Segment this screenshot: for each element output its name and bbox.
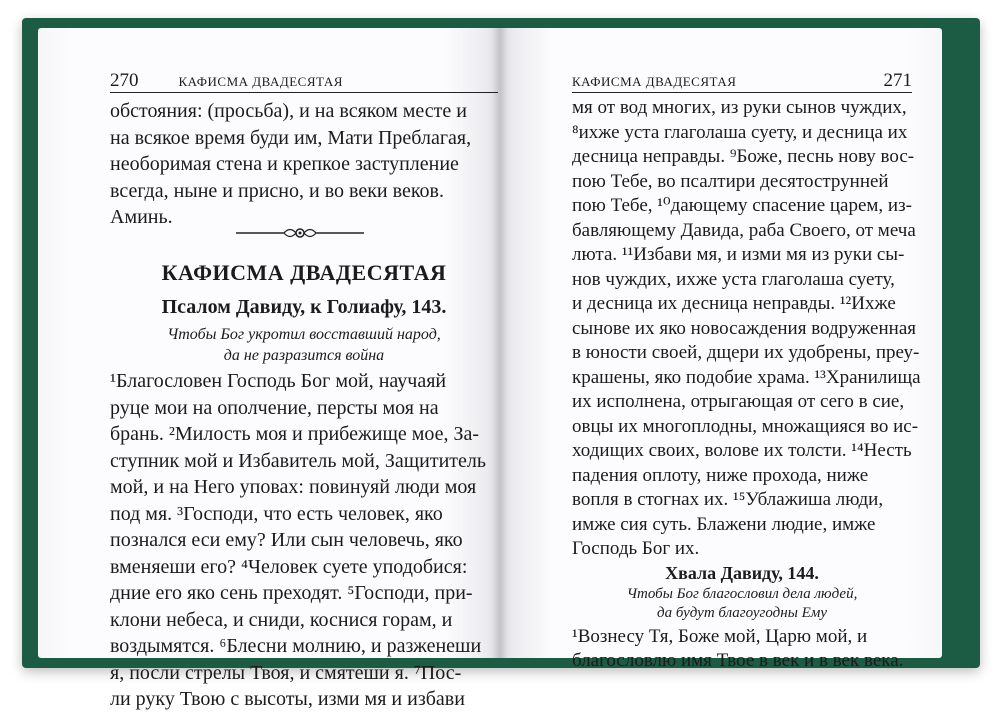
text-line: пою Тебе, ¹⁰дающему спасение царем, из- bbox=[572, 195, 912, 216]
psalm-heading-143: Псалом Давиду, к Голиафу, 143. bbox=[161, 296, 447, 318]
text-line: крашены, яко подобие храма. ¹³Хранилища bbox=[572, 366, 921, 388]
text-line: Аминь. bbox=[110, 206, 173, 228]
text-line: клони небеса, и сниди, коснися горам, и bbox=[110, 608, 453, 631]
text-line: ⁸ихже уста глаголаша суету, и десница их bbox=[572, 121, 908, 143]
subtitle-line: Чтобы Бог благословил дела людей, bbox=[626, 586, 858, 602]
psalm-143-text bbox=[110, 368, 498, 713]
text-line: на всякое время буди им, Мати Преблагая, bbox=[110, 126, 472, 149]
running-head-right bbox=[572, 68, 912, 93]
text-line: и десница их десница неправды. ¹²Ихже bbox=[572, 293, 896, 314]
text-line: под мя. ³Господи, что есть человек, яко bbox=[110, 502, 443, 525]
text-line: ходищих своих, волове их толсти. ¹⁴Несть bbox=[572, 440, 912, 461]
text-line: дние его яко сень преходят. ⁵Господи, при- bbox=[110, 582, 473, 604]
text-line: вопля в стогнах их. ¹⁵Ублажиша люди, bbox=[572, 489, 884, 510]
left-page bbox=[38, 28, 500, 710]
psalm-144-text bbox=[572, 625, 912, 673]
text-line: сынове их яко новосаждения водруженная bbox=[572, 317, 916, 339]
page-number-right: 271 bbox=[883, 70, 912, 91]
text-line: обстояния: (просьба), и на всяком месте и bbox=[110, 100, 467, 122]
text-line: Господь Бог их. bbox=[572, 538, 700, 559]
psalm-heading-144: Хвала Давиду, 144. bbox=[665, 563, 819, 583]
text-line: вменяеши его? ⁴Человек суете уподобися: bbox=[110, 555, 468, 578]
text-line: необоримая стена и крепкое заступление bbox=[110, 153, 459, 175]
text-line: всегда, ныне и присно, и во веки веков. bbox=[110, 179, 444, 202]
running-title-right: КАФИСМА ДВАДЕСЯТАЯ bbox=[572, 74, 737, 89]
text-line: воздымятся. ⁶Блесни молнию, и разженеши bbox=[110, 635, 482, 657]
text-line: в юности своей, дщери их удобрены, преу- bbox=[572, 342, 920, 363]
text-line: руце мои на ополчение, персты моя на bbox=[110, 396, 439, 419]
running-head-left bbox=[110, 68, 498, 93]
subtitle-line: Чтобы Бог укротил восставший народ, bbox=[167, 326, 441, 343]
text-line: благословлю имя Твое в век и в век века. bbox=[572, 650, 904, 671]
text-line: познался еси ему? Или сын человечь, яко bbox=[110, 529, 463, 551]
opening-paragraph bbox=[110, 98, 498, 231]
psalm-subtitle-144 bbox=[572, 585, 912, 623]
text-line: мя от вод многих, из руки сынов чуждих, bbox=[572, 97, 907, 118]
text-line: падения оплоту, ниже прохода, ниже bbox=[572, 464, 869, 486]
text-line: десница неправды. ⁹Боже, песнь нову вос- bbox=[572, 146, 915, 167]
text-line: имже сия суть. Блажени людие, имже bbox=[572, 513, 876, 535]
text-line: ¹Вознесу Тя, Боже мой, Царю мой, и bbox=[572, 626, 868, 647]
divider-ornament bbox=[236, 223, 364, 243]
psalm-subtitle-143 bbox=[110, 324, 498, 366]
text-line: их исполнена, отрыгающая от сего в сие, bbox=[572, 391, 905, 412]
psalm-143-continued bbox=[572, 96, 921, 562]
running-title-left: КАФИСМА ДВАДЕСЯТАЯ bbox=[178, 74, 343, 89]
section-heading: КАФИСМА ДВАДЕСЯТАЯ bbox=[161, 260, 447, 285]
text-line: ¹Благословен Господь Бог мой, научаяй bbox=[110, 370, 447, 392]
text-line: ли руку Твою с высоты, изми мя и избави bbox=[110, 688, 465, 710]
text-line: пою Тебе, во псалтири десятострунней bbox=[572, 170, 889, 192]
text-line: брань. ²Милость моя и прибежище мое, За- bbox=[110, 423, 480, 445]
right-page bbox=[500, 28, 942, 671]
text-line: ступник мой и Избавитель мой, Защититель bbox=[110, 449, 487, 472]
text-line: бавляющему Давида, раба Своего, от меча bbox=[572, 219, 916, 241]
subtitle-line: да не разразится война bbox=[223, 347, 385, 364]
page-number-left: 270 bbox=[110, 70, 139, 91]
text-line: мой, и на Него уповах: повинуяй люди моя bbox=[110, 476, 477, 498]
text-line: я, посли стрелы Твоя, и смятеши я. ⁷Пос- bbox=[110, 661, 462, 684]
subtitle-line: да будут благоугодны Ему bbox=[656, 605, 828, 621]
text-line: нов чуждих, ихже уста глаголаша суету, bbox=[572, 268, 895, 290]
text-line: люта. ¹¹Избави мя, и изми мя из руки сы- bbox=[572, 244, 905, 265]
text-line: овцы их многоплодны, множащияся во ис- bbox=[572, 415, 919, 437]
